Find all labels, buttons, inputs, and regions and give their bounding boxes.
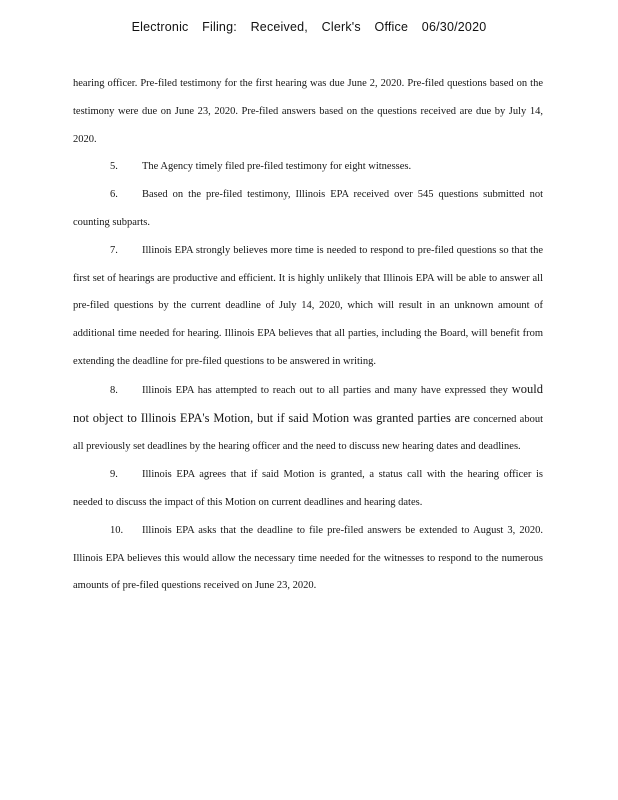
paragraph-number: 5.: [110, 161, 118, 173]
paragraph-text-part: Illinois EPA has attempted to reach out to all parties and many have expressed they: [142, 384, 508, 396]
paragraph-number: 9.: [110, 469, 118, 481]
paragraph-number: 7.: [110, 244, 118, 256]
filing-stamp-header: Electronic Filing: Received, Clerk's Office 06/30/2020: [131, 20, 487, 34]
paragraph-text: The Agency timely filed pre-filed testimony for eight witnesses.: [142, 161, 412, 173]
paragraph-6: [73, 181, 543, 237]
paragraph-text: Illinois EPA asks that the deadline to file pre-filed answers be extended to August 3, 2020. Illinois EPA believes this would allow the necessary time needed for the witnesses to respond to the numerous amounts of pre-filed questions received on June 23, 2020.: [73, 524, 543, 592]
paragraph-text: Illinois EPA strongly believes more time is needed to respond to pre-filed questions so that the first set of hearings are productive and efficient. It is highly unlikely that Illinois EPA will be able to answer all pre-filed questions by the current deadline of July 14, 2020, which will result in an unknown amount of additional time needed for hearing. Illinois EPA believes that all parties, including the Board, will benefit from extending the deadline for pre-filed questions to be answered in writing.: [73, 244, 543, 367]
paragraph-7: [73, 237, 543, 376]
paragraph-number: 6.: [110, 189, 118, 201]
paragraph-number: 10.: [110, 524, 124, 536]
paragraph-text-part: concerned about all previously set deadlines by the hearing officer and the need to discuss new hearing dates and deadlines.: [73, 413, 544, 453]
paragraph-continuation: [73, 70, 543, 153]
paragraph-text: Based on the pre-filed testimony, Illinois EPA received over 545 questions submitted not counting subparts.: [73, 189, 543, 228]
paragraph-text-part-larger: would not object to Illinois EPA's Motion, but if said Motion was granted parties are: [73, 381, 543, 425]
paragraph-number: 8.: [110, 384, 118, 396]
paragraph-10: [73, 517, 543, 600]
paragraph-9: [73, 461, 543, 517]
paragraph-5: [73, 153, 543, 181]
document-body: [73, 70, 543, 600]
paragraph-text: hearing officer. Pre-filed testimony for the first hearing was due June 2, 2020. Pre-filed questions based on the testimony were due on June 23, 2020. Pre-filed answers based on the questions received are due by July 14, 2020.: [73, 78, 543, 145]
paragraph-text: Illinois EPA agrees that if said Motion is granted, a status call with the hearing officer is needed to discuss the impact of this Motion on current deadlines and hearing dates.: [73, 469, 543, 508]
paragraph-8: [73, 376, 543, 461]
